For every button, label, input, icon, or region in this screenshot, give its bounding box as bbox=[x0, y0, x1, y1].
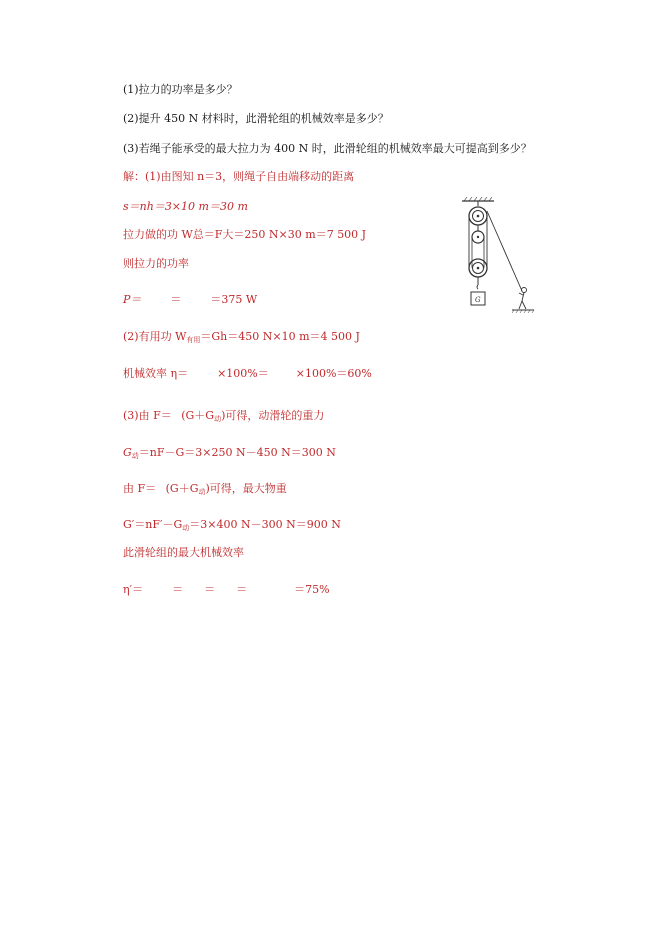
solution-max-efficiency bbox=[123, 583, 330, 597]
solution-moving-pulley-weight bbox=[123, 446, 336, 463]
power-eq-part-a: P＝ bbox=[123, 293, 142, 306]
solution-intro: 解：(1)由图知 n＝3，则绳子自由端移动的距离 bbox=[123, 170, 355, 183]
step3-b: (G＋G bbox=[181, 409, 215, 422]
useful-work-sub: 有用 bbox=[186, 336, 201, 344]
question-2: (2)提升 450 N 材料时，此滑轮组的机械效率是多少？ bbox=[123, 112, 389, 125]
gdong-b: ＝nF－G＝3×250 N－450 N＝300 N bbox=[138, 446, 336, 459]
solution-max-weight bbox=[123, 518, 341, 535]
gdong-a: G bbox=[123, 446, 132, 459]
solution-distance: s＝nh＝3×10 m＝30 m bbox=[123, 200, 248, 213]
gprime-a: G′＝nF′－G bbox=[123, 518, 183, 531]
solution-useful-work bbox=[123, 330, 360, 347]
solution-max-weight-intro bbox=[123, 482, 287, 499]
gprime-b: ＝3×400 N－300 N＝900 N bbox=[189, 518, 341, 531]
maxw-a: 由 F＝ bbox=[123, 482, 157, 495]
step3-a: (3)由 F＝ bbox=[123, 409, 172, 422]
eta-e: ＝75% bbox=[294, 583, 330, 596]
efficiency-a: 机械效率 η＝ bbox=[123, 367, 189, 380]
eta-d: ＝ bbox=[236, 583, 248, 596]
step3-c: )可得，动滑轮的重力 bbox=[221, 409, 325, 422]
solution-efficiency bbox=[123, 367, 372, 381]
weight-label: G bbox=[475, 296, 481, 304]
step3-sub: 动 bbox=[214, 415, 222, 423]
question-1: (1)拉力的功率是多少？ bbox=[123, 83, 238, 96]
maxw-c: )可得，最大物重 bbox=[205, 482, 287, 495]
maxw-b: (G＋G bbox=[165, 482, 199, 495]
eta-b: ＝ bbox=[172, 583, 184, 596]
power-eq-part-c: ＝375 W bbox=[210, 293, 258, 306]
useful-work-b: ＝Gh＝450 N×10 m＝4 500 J bbox=[200, 330, 360, 343]
eta-a: η′＝ bbox=[123, 583, 144, 596]
gdong-sub: 动 bbox=[131, 452, 139, 460]
pulley-diagram bbox=[458, 197, 538, 315]
solution-power-label: 则拉力的功率 bbox=[123, 257, 189, 270]
solution-power-eq bbox=[123, 293, 257, 307]
solution-step3-intro bbox=[123, 409, 324, 426]
question-3: (3)若绳子能承受的最大拉力为 400 N 时，此滑轮组的机械效率最大可提高到多少？ bbox=[123, 142, 532, 155]
gprime-sub: 动 bbox=[182, 524, 190, 532]
power-eq-part-b: ＝ bbox=[170, 293, 182, 306]
maxw-sub: 动 bbox=[198, 488, 206, 496]
solution-total-work: 拉力做的功 W总＝F大＝250 N×30 m＝7 500 J bbox=[123, 228, 367, 241]
useful-work-a: (2)有用功 W bbox=[123, 330, 187, 343]
solution-max-efficiency-label: 此滑轮组的最大机械效率 bbox=[123, 546, 244, 559]
efficiency-b: ×100%＝ bbox=[217, 367, 269, 380]
pulley-diagram-svg bbox=[458, 197, 538, 315]
eta-c: ＝ bbox=[204, 583, 216, 596]
efficiency-c: ×100%＝60% bbox=[295, 367, 372, 380]
